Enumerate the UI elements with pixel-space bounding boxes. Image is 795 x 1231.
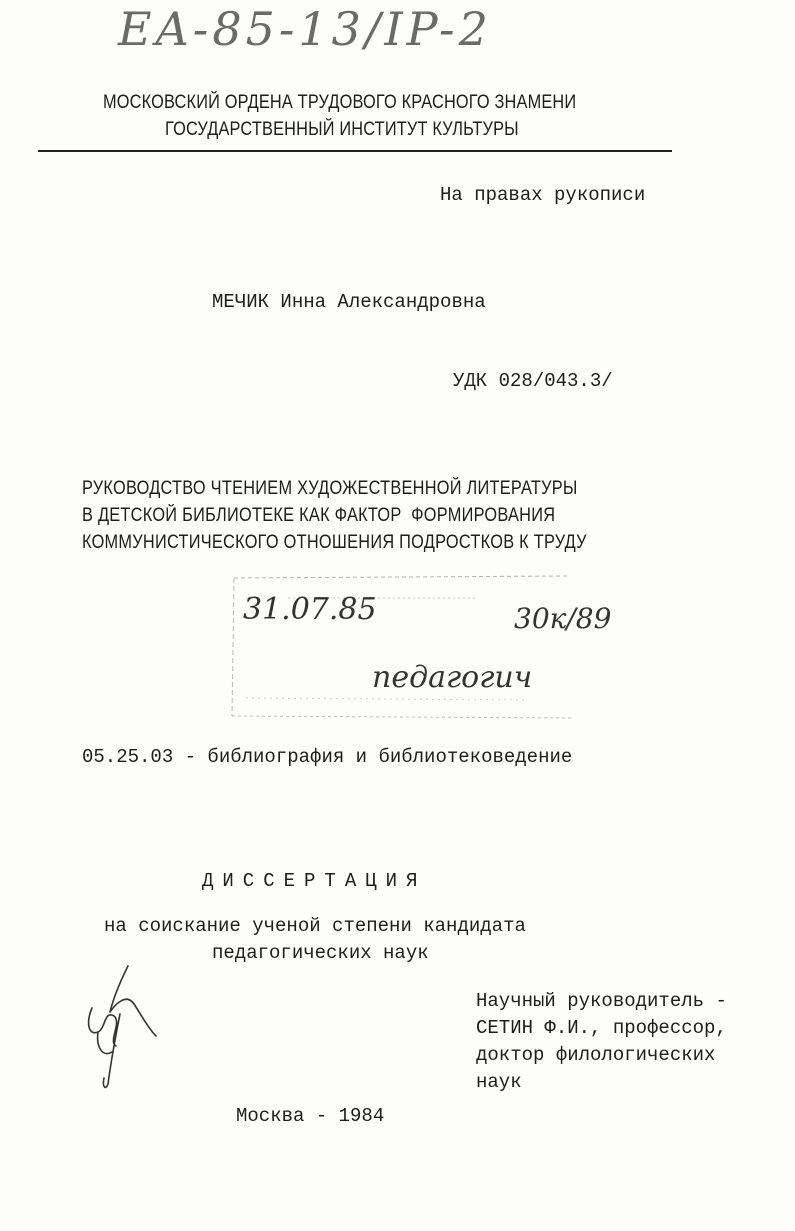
institution-line-1: МОСКОВСКИЙ ОРДЕНА ТРУДОВОГО КРАСНОГО ЗНАМЕНИ xyxy=(103,92,577,113)
specialty-code: 05.25.03 - библиография и библиотековедение xyxy=(82,746,573,768)
stamp-number: 30к/89 xyxy=(514,602,612,635)
supervisor-line-4: наук xyxy=(476,1071,522,1093)
degree-line-2: педагогических наук xyxy=(212,942,429,964)
institution-line-2: ГОСУДАРСТВЕННЫЙ ИНСТИТУТ КУЛЬТУРЫ xyxy=(165,119,519,140)
place-and-year: Москва - 1984 xyxy=(236,1105,385,1127)
degree-line-1: на соискание ученой степени кандидата xyxy=(104,915,526,937)
udc-code: УДК 028/043.3/ xyxy=(453,370,613,392)
document-type: ДИССЕРТАЦИЯ xyxy=(202,870,427,892)
handwritten-signature xyxy=(76,962,166,1092)
title-line-2: В ДЕТСКОЙ БИБЛИОТЕКЕ КАК ФАКТОР ФОРМИРОВАНИЯ xyxy=(82,505,556,526)
title-line-3: КОММУНИСТИЧЕСКОГО ОТНОШЕНИЯ ПОДРОСТКОВ К ТРУДУ xyxy=(82,532,587,553)
stamp-subject: педагогич xyxy=(372,660,533,695)
supervisor-line-1: Научный руководитель - xyxy=(476,990,727,1012)
stamp-date: 31.07.85 xyxy=(243,592,377,627)
header-divider xyxy=(38,150,672,152)
manuscript-rights-note: На правах рукописи xyxy=(440,184,646,206)
handwritten-archive-code: EA-85-13/IP-2 xyxy=(118,2,492,56)
title-line-1: РУКОВОДСТВО ЧТЕНИЕМ ХУДОЖЕСТВЕННОЙ ЛИТЕРАТУРЫ xyxy=(82,478,578,499)
author-name: МЕЧИК Инна Александровна xyxy=(212,291,486,313)
supervisor-line-2: СЕТИН Ф.И., профессор, xyxy=(476,1017,727,1039)
supervisor-line-3: доктор филологических xyxy=(476,1044,716,1066)
